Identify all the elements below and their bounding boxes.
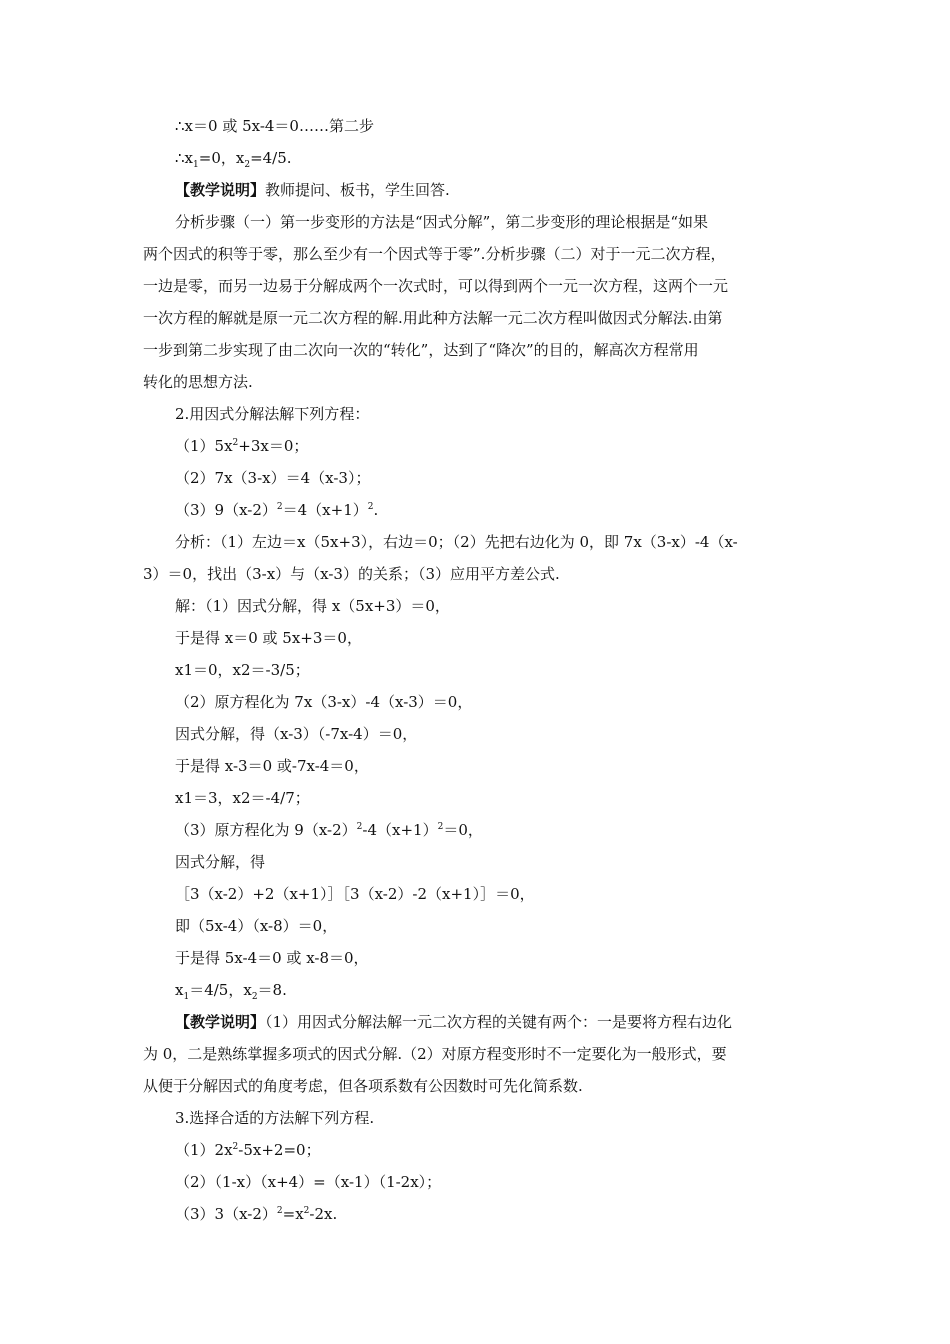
text: -4（x+1） — [362, 821, 438, 839]
subscript: 1 — [193, 160, 199, 170]
text: ∴x＝0 或 5x-4＝0……第二步 — [175, 117, 374, 135]
text: x1＝0，x2＝-3/5； — [175, 661, 310, 679]
solution-line — [175, 660, 310, 680]
solution-line — [175, 628, 362, 648]
superscript: 2 — [303, 1206, 310, 1216]
text: ＝0， — [443, 821, 483, 839]
text: ［3（x-2）+2（x+1）］［3（x-2）-2（x+1）］＝0， — [175, 885, 535, 903]
equation-line — [175, 436, 308, 456]
step-two-line — [175, 116, 374, 136]
superscript: 2 — [356, 822, 363, 832]
text: ＝4（x+1） — [282, 501, 368, 519]
superscript: 2 — [232, 1142, 239, 1152]
solution-line — [175, 596, 450, 616]
equation-line — [175, 468, 370, 488]
text: x — [175, 981, 184, 999]
text: （2）7x（3-x）＝4（x-3）； — [175, 469, 371, 487]
solution-line — [175, 980, 287, 1000]
text: ＝4/5，x — [189, 981, 252, 999]
text: -2x. — [309, 1205, 338, 1223]
text: 2.用因式分解法解下列方程： — [175, 405, 370, 423]
text: . — [373, 501, 379, 519]
text: ∴x — [175, 149, 194, 167]
question-3-heading — [175, 1108, 374, 1128]
text: 3）＝0，找出（3-x）与（x-3）的关系；（3）应用平方差公式. — [143, 565, 560, 583]
text: （2）（1-x）（x+4）=（x-1）（1-2x）； — [175, 1173, 442, 1191]
superscript: 2 — [367, 502, 374, 512]
text: 因式分解，得（x-3）（-7x-4）＝0， — [175, 725, 418, 743]
superscript: 2 — [232, 438, 239, 448]
text: 3.选择合适的方法解下列方程. — [175, 1109, 375, 1127]
subscript: 2 — [251, 992, 258, 1002]
text: （3）9（x-2） — [175, 501, 277, 519]
paragraph-line — [175, 212, 708, 232]
paragraph-line — [143, 372, 253, 392]
text: 分析步骤（一）第一步变形的方法是“因式分解”，第二步变形的理论根据是“如果 — [175, 213, 709, 231]
analysis-line — [175, 532, 738, 552]
root-result-line — [175, 148, 292, 168]
text: 于是得 x＝0 或 5x+3＝0， — [175, 629, 362, 647]
text: （3）3（x-2） — [175, 1205, 277, 1223]
text: =4/5. — [250, 149, 292, 167]
text: =0，x — [198, 149, 245, 167]
text: 一步到第二步实现了由二次向一次的“转化”，达到了“降次”的目的，解高次方程常用 — [143, 341, 699, 359]
teaching-note-tag: 【教学说明】 — [175, 1013, 266, 1031]
analysis-line — [143, 564, 560, 584]
superscript: 2 — [276, 502, 283, 512]
text: 分析：（1）左边＝x（5x+3），右边＝0；（2）先把右边化为 0，即 7x（3-x）-4（x- — [175, 533, 738, 551]
text: =x — [282, 1205, 304, 1223]
text: ＝8. — [257, 981, 287, 999]
teaching-note-2 — [175, 1012, 732, 1032]
paragraph-line — [143, 1044, 727, 1064]
question-2-heading — [175, 404, 369, 424]
subscript: 1 — [183, 992, 190, 1002]
superscript: 2 — [437, 822, 444, 832]
text: 于是得 5x-4＝0 或 x-8＝0， — [175, 949, 369, 967]
equation-line — [175, 1204, 337, 1224]
text: -5x+2=0； — [238, 1141, 321, 1159]
solution-line — [175, 852, 265, 872]
equation-line — [175, 1140, 321, 1160]
text: x1＝3，x2＝-4/7； — [175, 789, 310, 807]
solution-line — [175, 884, 535, 904]
solution-line — [175, 820, 483, 840]
solution-line — [175, 756, 369, 776]
teaching-note-tag: 【教学说明】 — [175, 181, 266, 199]
text: +3x＝0； — [238, 437, 309, 455]
paragraph-line — [143, 308, 723, 328]
text: （1）用因式分解法解一元二次方程的关键有两个：一是要将方程右边化 — [265, 1013, 733, 1031]
text: 教师提问、板书，学生回答. — [265, 181, 450, 199]
superscript: 2 — [276, 1206, 283, 1216]
solution-line — [175, 788, 310, 808]
text: 因式分解，得 — [175, 853, 266, 871]
subscript: 2 — [244, 160, 251, 170]
text: 即（5x-4）（x-8）＝0， — [175, 917, 338, 935]
text: （2）原方程化为 7x（3-x）-4（x-3）＝0， — [175, 693, 473, 711]
text: 转化的思想方法. — [143, 373, 253, 391]
teaching-note-1 — [175, 180, 450, 200]
solution-line — [175, 692, 472, 712]
text: 于是得 x-3＝0 或-7x-4＝0， — [175, 757, 369, 775]
text: 从便于分解因式的角度考虑，但各项系数有公因数时可先化简系数. — [143, 1077, 583, 1095]
text: （1）2x — [175, 1141, 233, 1159]
text: 两个因式的积等于零，那么至少有一个因式等于零”.分析步骤（二）对于一元二次方程， — [143, 245, 726, 263]
paragraph-line — [143, 340, 699, 360]
equation-line — [175, 500, 378, 520]
text: （1）5x — [175, 437, 233, 455]
text: 一边是零，而另一边易于分解成两个一次式时，可以得到两个一元一次方程，这两个一元 — [143, 277, 729, 295]
text: 解：（1）因式分解，得 x（5x+3）＝0， — [175, 597, 450, 615]
paragraph-line — [143, 1076, 583, 1096]
text: 一次方程的解就是原一元二次方程的解.用此种方法解一元二次方程叫做因式分解法.由第 — [143, 309, 723, 327]
paragraph-line — [143, 276, 728, 296]
solution-line — [175, 724, 417, 744]
paragraph-line — [143, 244, 725, 264]
text: （3）原方程化为 9（x-2） — [175, 821, 357, 839]
text: 为 0，二是熟练掌握多项式的因式分解.（2）对原方程变形时不一定要化为一般形式，要 — [143, 1045, 727, 1063]
solution-line — [175, 948, 369, 968]
solution-line — [175, 916, 337, 936]
equation-line — [175, 1172, 441, 1192]
